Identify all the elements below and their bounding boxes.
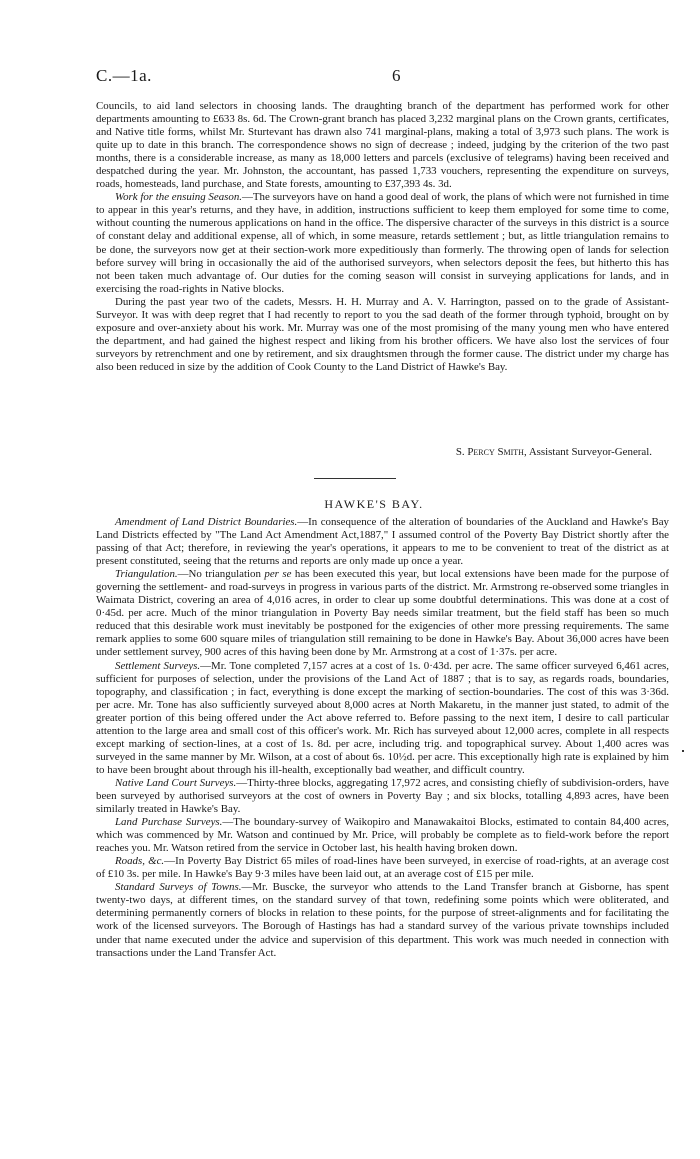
paragraph-settlement-surveys [96, 660, 669, 777]
run-heading-towns: Standard Surveys of Towns. [115, 881, 242, 894]
hawkes-bay-section [96, 516, 669, 960]
run-text-roads: —In Poverty Bay District 65 miles of road-lines have been surveyed, in exercise of road-rights, at an average cost of £10 3s. per mile. In Hawke's Bay 9·3 miles have been laid out, at an average cost of £15 per mile. [96, 855, 670, 881]
paragraph-councils: Councils, to aid land selectors in choosing lands. The draughting branch of the department has performed work for other departments amounting to £633 8s. 6d. The Crown-grant branch has placed 3,232 marginal plans on the Crown grants, certificates, and Native title forms, whilst Mr. Sturtevant has drawn also 741 marginal-plans, making a total of 3,973 such plans. The work is quite up to date in this branch. The correspondence shows no sign of decrease ; indeed, judging by the criterion of the two past months, there is a considerable increase, as many as 18,000 letters and parcels (exclusive of telegrams) having been received and despatched during the year. Mr. Johnston, the accountant, has passed 1,733 vouchers, representing the expenditure on surveys, roads, homesteads, land purchase, and State forests, amounting to £37,393 4s. 3d. [96, 100, 669, 191]
paragraph-roads [96, 855, 669, 881]
run-text-work: —The surveyors have on hand a good deal of work, the plans of which were not furnished in time to appear in this year's returns, and they have, in addition, instructions sufficient to keep them employed for some time to come, without counting the numerous applications on hand in the office. The dispersive character of the surveys in this district is a source of constant delay and additional expense, all of which, in some measure, retards settlement ; but, as little triangulation remains to be done, the surveyors now get at their section-work more expeditiously than formerly. The throwing open of lands for selection before survey will bring in occasionally the aid of the authorised surveyors, when selectors deposit the fees, but hitherto this has not been taken much advantage of. Our duties for the coming season will consist in surveying applications for lands, and in exercising the road-rights in Native blocks. [96, 191, 669, 295]
run-text-amendment: —In consequence of the alteration of boundaries of the Auckland and Hawke's Bay Land Districts effected by "The Land Act Amendment Act,1887," I assumed control of the Poverty Bay District shortly after the passing of that Act; therefore, in reviewing the year's operations, it appears to me to be convenient to treat of the district as at present constituted, seeing that the returns and reports are only made up once a year. [96, 516, 669, 568]
document-code: C.—1a. [96, 66, 152, 85]
run-heading-triangulation: Triangulation. [115, 568, 178, 581]
section-divider [314, 478, 396, 479]
paragraph-amendment [96, 516, 669, 568]
page-number: 6 [392, 66, 401, 85]
continuation-section [96, 100, 669, 374]
run-heading-amendment: Amendment of Land District Boundaries. [115, 516, 298, 528]
run-heading-roads: Roads, &c. [115, 855, 165, 868]
paragraph-staff: During the past year two of the cadets, Messrs. H. H. Murray and A. V. Harrington, passed on to the grade of Assistant-Surveyor. It was with deep regret that I had recently to report to you the sad death of the former through typhoid, brought on by exposure and over-anxiety about his work. Mr. Murray was one of the most promising of the many young men who have entered the department, and had gained the highest respect and liking from his brother officers. We have also lost the services of four surveyors by retrenchment and one by retirement, and six draughtsmen through the former cause. The district under my charge has also been reduced in size by the addition of Cook County to the Land District of Hawke's Bay. [96, 295, 669, 373]
run-text-triangulation-a: —No triangulation [177, 568, 265, 581]
run-text-purchase: —The boundary-survey of Waikopiro and Manawakaitoi Blocks, estimated to contain 84,400 acres, which was commenced by Mr. Watson and continued by Mr. Price, will probably be complete as to field-work before the report reaches you. Mr. Watson retired from the service in October last, his health having broken down. [96, 816, 669, 855]
paragraph-native-land-court [96, 777, 669, 816]
paragraph-triangulation [96, 568, 669, 659]
signature-title: , Assistant Surveyor-General. [523, 446, 652, 458]
paragraph-standard-surveys [96, 881, 669, 959]
run-italic-per-se: per se [264, 568, 292, 581]
signature-name: Percy Smith [467, 446, 524, 458]
run-text-native: —Thirty-three blocks, aggregating 17,972 acres, and consisting chiefly of subdivision-orders, have been surveyed by authorised surveyors at the cost of owners in Poverty Bay ; and six blocks, totalling 4,893 acres, have been similarly treated in Hawke's Bay. [96, 776, 670, 816]
paragraph-land-purchase [96, 816, 669, 855]
run-text-triangulation-b: has been executed this year, but local extensions have been made for the purpose of governing the settlement- and road-surveys in progress in various parts of the district. Mr. Armstrong re-observed some triangles in Waimata District, covering an area of 4,016 acres, in order to clear up some doubtful determinations. This was done at a cost of 0·45d. per acre. Much of the minor triangulation in Poverty Bay needs similar treatment, but the field staff has been so much reduced that this desirable work must inevitably be postponed for the exigencies of other more pressing requirements. The same remark applies to some 600 square miles of triangulation still remaining to be done in Hawke's Bay. About 36,000 acres have been under settlement survey, 900 acres of this having been done by Mr. Armstrong at a cost of 1·37s. per acre. [96, 568, 670, 659]
margin-speck [682, 750, 684, 752]
page-header [96, 66, 670, 86]
run-text-settlement: —Mr. Tone completed 7,157 acres at a cost of 1s. 0·43d. per acre. The same officer surveyed 6,461 acres, sufficient for purposes of selection, under the provisions of the Land Act of 1887 ; that is to say, as regards roads, boundaries, topography, and classification ; in fact, everything is done except the marking of section-boundaries. The cost of this was 3·36d. per acre. Mr. Tone has also sufficiently surveyed about 8,000 acres at North Makaretu, in the manner just stated, to admit of the greater portion of this being offered under the Act above referred to. Before passing to the next item, I desire to call particular attention to the large area and small cost of this officer's work. Mr. Rich has surveyed about 12,000 acres, complete in all respects except marking of section-lines, at a cost of 1s. 8d. per acre, including trig. and topographical survey. About 1,400 acres was surveyed in the same manner by Mr. Wilson, at a cost of about 6s. 10½d. per acre. This exceptionally high rate is explained by him to have been brought about through his ill-health, exceptionally bad weather, and difficult country. [96, 659, 669, 776]
run-heading-settlement: Settlement Surveys. [115, 659, 201, 672]
signature [96, 446, 652, 459]
run-heading-purchase: Land Purchase Surveys. [115, 816, 223, 829]
run-heading-work: Work for the ensuing Season. [115, 191, 243, 204]
run-text-towns: —Mr. Buscke, the surveyor who attends to the Land Transfer branch at Gisborne, has spent twenty-two days, at different times, on the standard survey of that town, redefining some points which were obliterated, and determining permanently corners of blocks in relation to these points, for the purpose of street-alignments and for facilitating the work of the licensed surveyors. The Borough of Hastings has had a standard survey of the various private townships included under that name executed under the advice and supervision of this department. This work was much needed in connection with transactions under the Land Transfer Act. [96, 881, 669, 959]
paragraph-work-ensuing-season [96, 191, 669, 295]
run-heading-native: Native Land Court Surveys. [115, 776, 237, 789]
section-title-hawkes-bay: HAWKE'S BAY. [324, 497, 424, 511]
signature-initial: S. [455, 446, 468, 458]
